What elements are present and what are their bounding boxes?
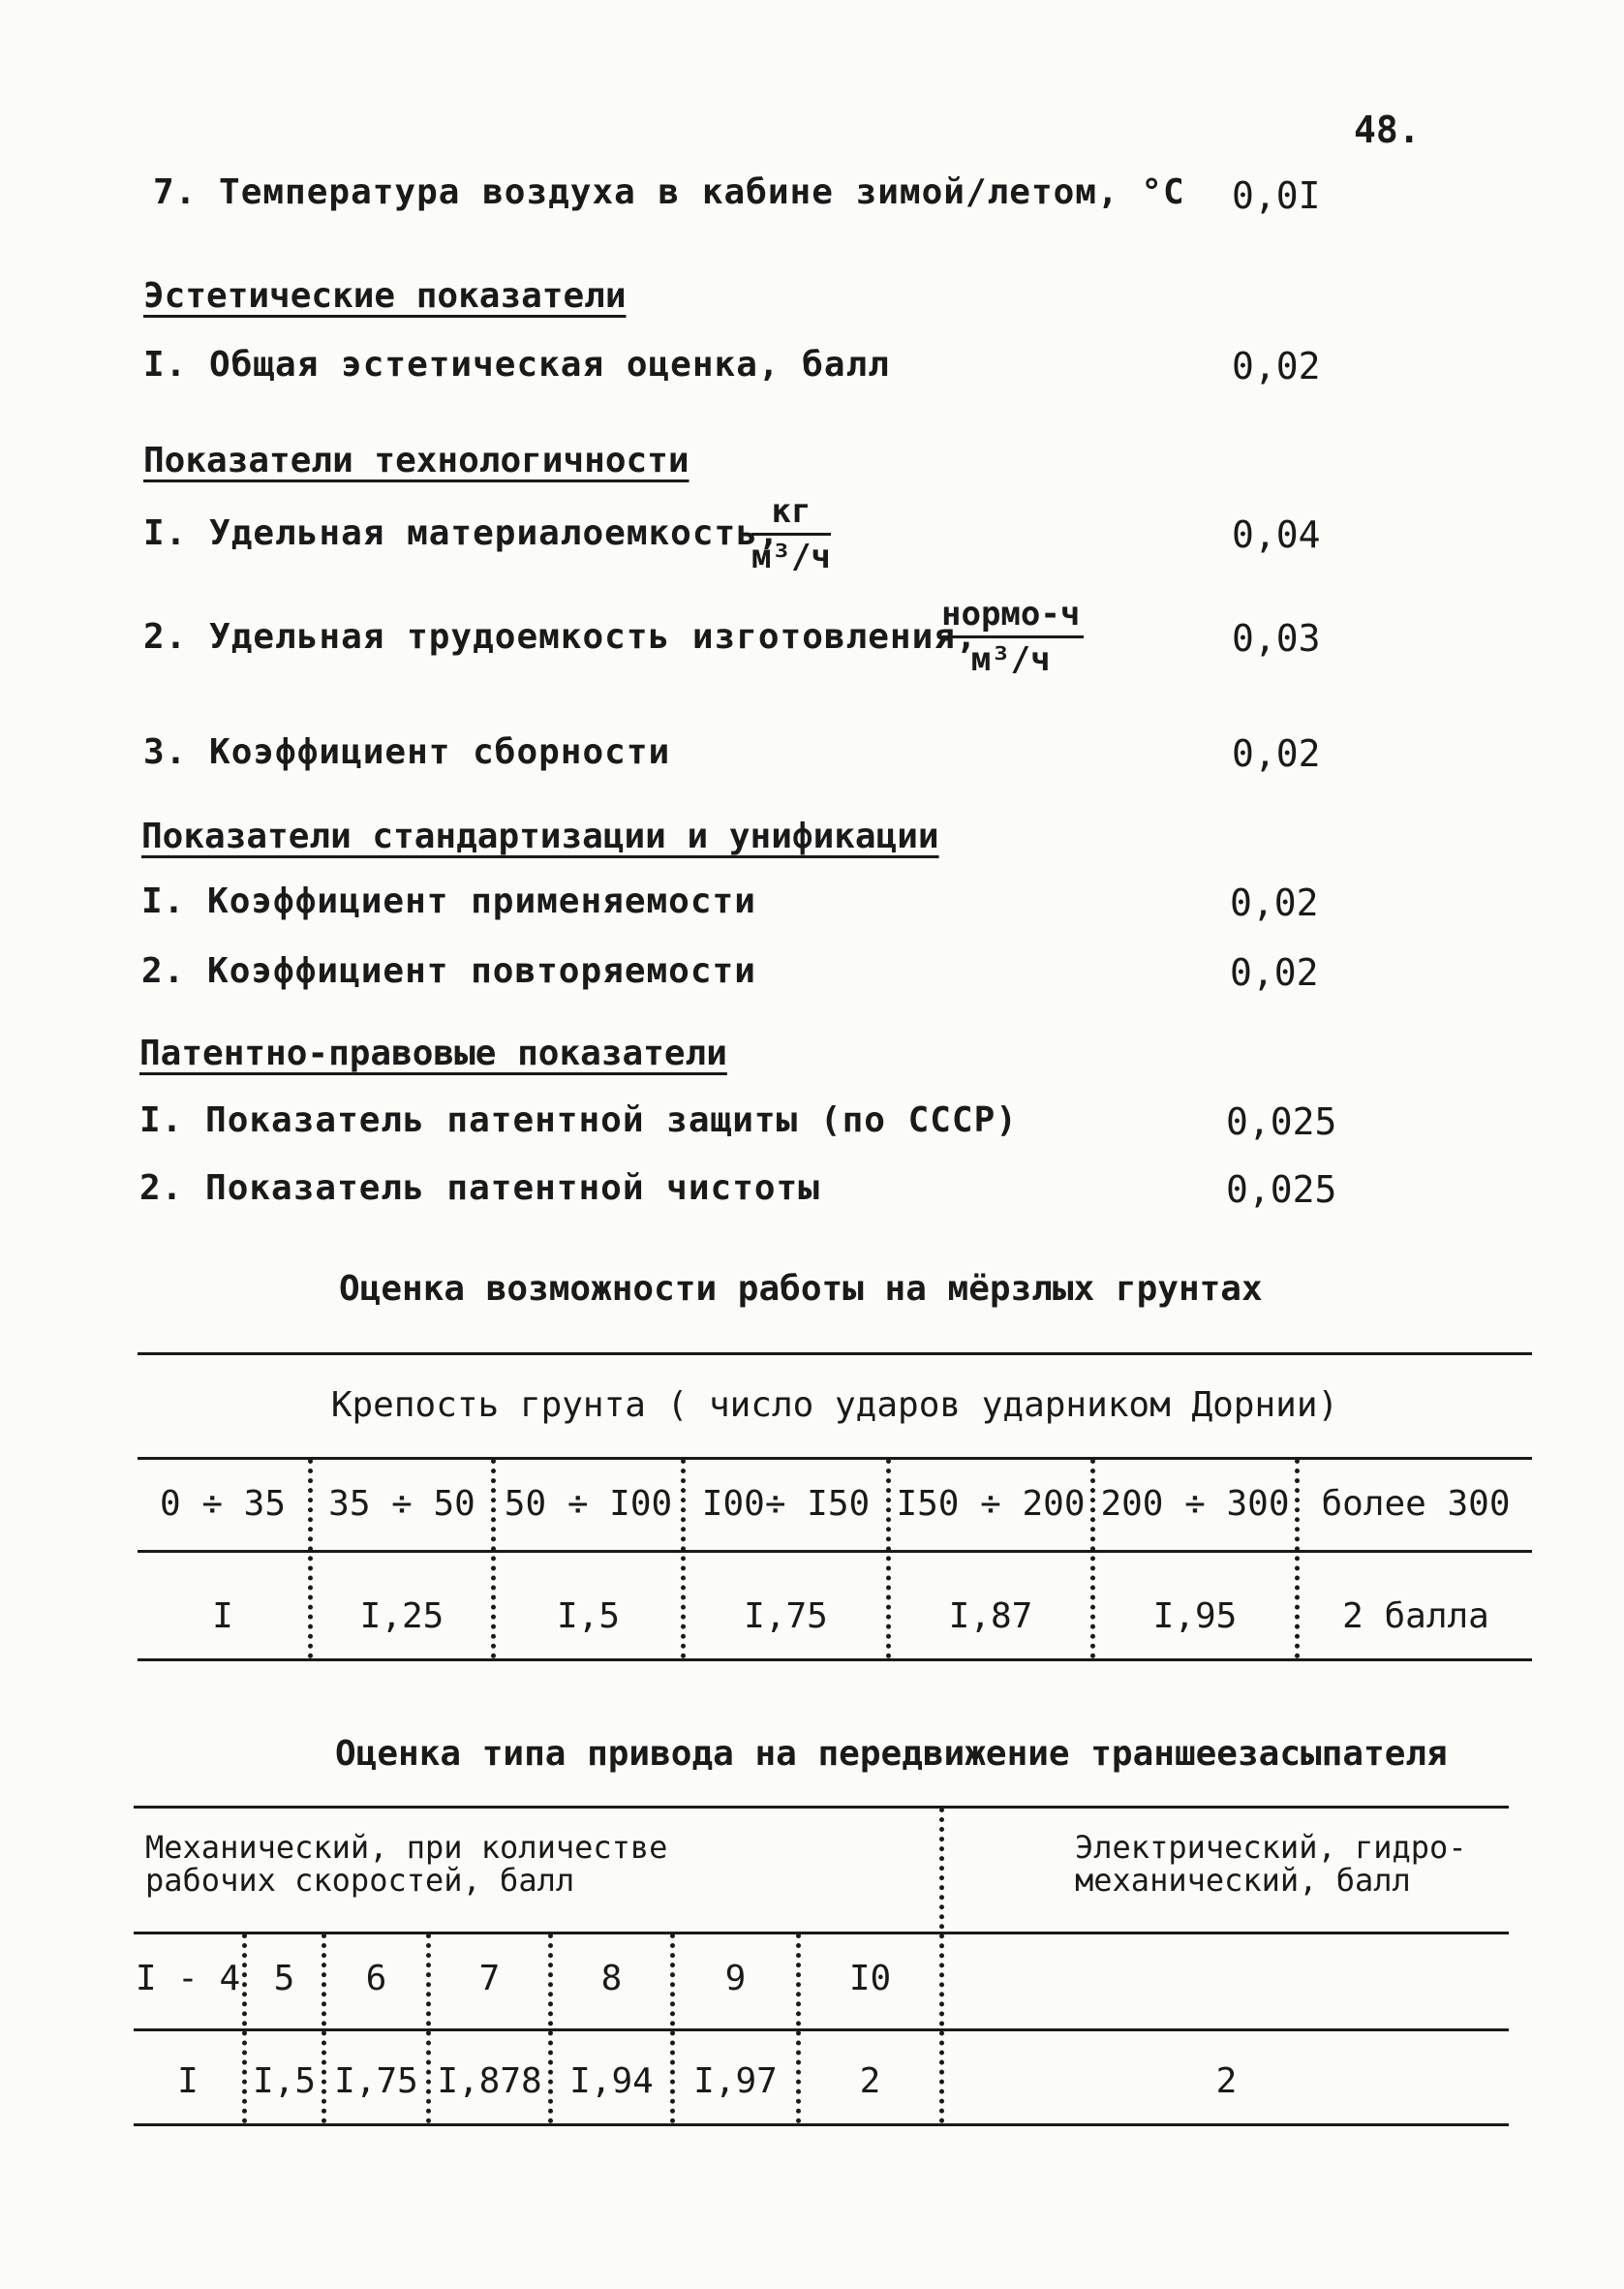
table-rule [134, 1932, 1509, 1934]
table-rule [138, 1457, 1532, 1460]
range-cell: 0 ÷ 35 [159, 1484, 287, 1524]
unit-numerator: кг [751, 492, 831, 536]
range-cell: I00÷ I50 [701, 1484, 871, 1524]
score-cell: I,75 [744, 1596, 828, 1636]
left-header-line2: рабочих скоростей, балл [145, 1862, 575, 1899]
std-item1-value: 0,02 [1230, 882, 1319, 924]
std-item1-text: I. Коэффициент применяемости [141, 882, 756, 921]
right-header [1075, 1831, 1467, 1897]
std-item2-text: 2. Коэффициент повторяемости [141, 951, 756, 991]
speed-cell: 8 [600, 1959, 623, 1998]
aesthetic-title: Эстетические показатели [143, 276, 627, 316]
manufacturability-title: Показатели технологичности [143, 441, 689, 480]
unit-denominator: м³/ч [970, 640, 1051, 679]
frozen-ground-header: Крепость грунта ( число ударов ударником Дорнии) [330, 1385, 1339, 1425]
drive-score-cell: I,75 [334, 2061, 418, 2101]
drive-right-score: 2 [1215, 2061, 1238, 2101]
table-rule [138, 1658, 1532, 1661]
manuf-item2-text: 2. Удельная трудоемкость изготовления, [143, 617, 978, 657]
unit-numerator: нормо-ч [937, 595, 1084, 638]
drive-score-cell: I [177, 2061, 199, 2101]
score-cell: 2 балла [1342, 1596, 1489, 1636]
right-header-line2: механический, балл [1075, 1862, 1411, 1899]
speed-cell: I - 4 [135, 1959, 241, 1998]
item7-text: 7. Температура воздуха в кабине зимой/летом, °С [153, 172, 1185, 212]
drive-score-cell: 2 [859, 2061, 881, 2101]
score-cell: I [212, 1596, 233, 1636]
table-rule [134, 2028, 1509, 2031]
drive-score-cell: I,97 [693, 2061, 778, 2101]
right-header-line1: Электрический, гидро- [1075, 1829, 1467, 1866]
patent-item1-value: 0,025 [1226, 1100, 1337, 1143]
score-cell: I,87 [948, 1596, 1033, 1636]
table-rule [134, 2123, 1509, 2126]
patent-title: Патентно-правовые показатели [139, 1034, 727, 1073]
drive-score-cell: I,94 [569, 2061, 654, 2101]
patent-item2-text: 2. Показатель патентной чистоты [139, 1168, 820, 1208]
manuf-item1-unit [751, 492, 831, 576]
score-cell: I,5 [556, 1596, 621, 1636]
aesthetic-item1-text: I. Общая эстетическая оценка, балл [143, 345, 890, 385]
patent-item1-text: I. Показатель патентной защиты (по СССР) [139, 1100, 1018, 1140]
drive-score-cell: I,878 [437, 2061, 542, 2101]
unit-denominator: м³/ч [751, 538, 831, 576]
manuf-item2-value: 0,03 [1232, 617, 1321, 660]
manuf-item2-unit [937, 595, 1084, 679]
score-cell: I,25 [359, 1596, 444, 1636]
std-item2-value: 0,02 [1230, 951, 1319, 994]
drive-score-cell: I,5 [252, 2061, 317, 2101]
speed-cell: 9 [724, 1959, 747, 1998]
speed-cell: 7 [478, 1959, 501, 1998]
frozen-ground-caption: Оценка возможности работы на мёрзлых грунтах [339, 1269, 1263, 1309]
manuf-item1-text: I. Удельная материалоемкость, [143, 513, 781, 553]
left-header-line1: Механический, при количестве [145, 1829, 668, 1866]
score-cell: I,95 [1152, 1596, 1238, 1636]
table-rule [138, 1550, 1532, 1553]
page-number: 48. [1354, 108, 1421, 151]
speed-cell: 6 [365, 1959, 387, 1998]
range-cell: I50 ÷ 200 [896, 1484, 1086, 1524]
range-cell: 35 ÷ 50 [328, 1484, 475, 1524]
patent-item2-value: 0,025 [1226, 1168, 1337, 1211]
table-rule [138, 1352, 1532, 1355]
left-header [145, 1831, 667, 1897]
manuf-item3-text: 3. Коэффициент сборности [143, 732, 671, 772]
manuf-item3-value: 0,02 [1232, 732, 1321, 775]
range-cell: более 300 [1321, 1484, 1511, 1524]
range-cell: 200 ÷ 300 [1100, 1484, 1290, 1524]
table-rule [134, 1806, 1509, 1809]
aesthetic-item1-value: 0,02 [1232, 345, 1321, 387]
item7-value: 0,0I [1232, 174, 1321, 217]
range-cell: 50 ÷ I00 [504, 1484, 673, 1524]
standardization-title: Показатели стандартизации и унификации [141, 817, 939, 856]
manuf-item1-value: 0,04 [1232, 513, 1321, 556]
speed-cell: I0 [848, 1959, 892, 1998]
speed-cell: 5 [273, 1959, 295, 1998]
drive-type-caption: Оценка типа привода на передвижение траншеезасыпателя [335, 1734, 1448, 1774]
